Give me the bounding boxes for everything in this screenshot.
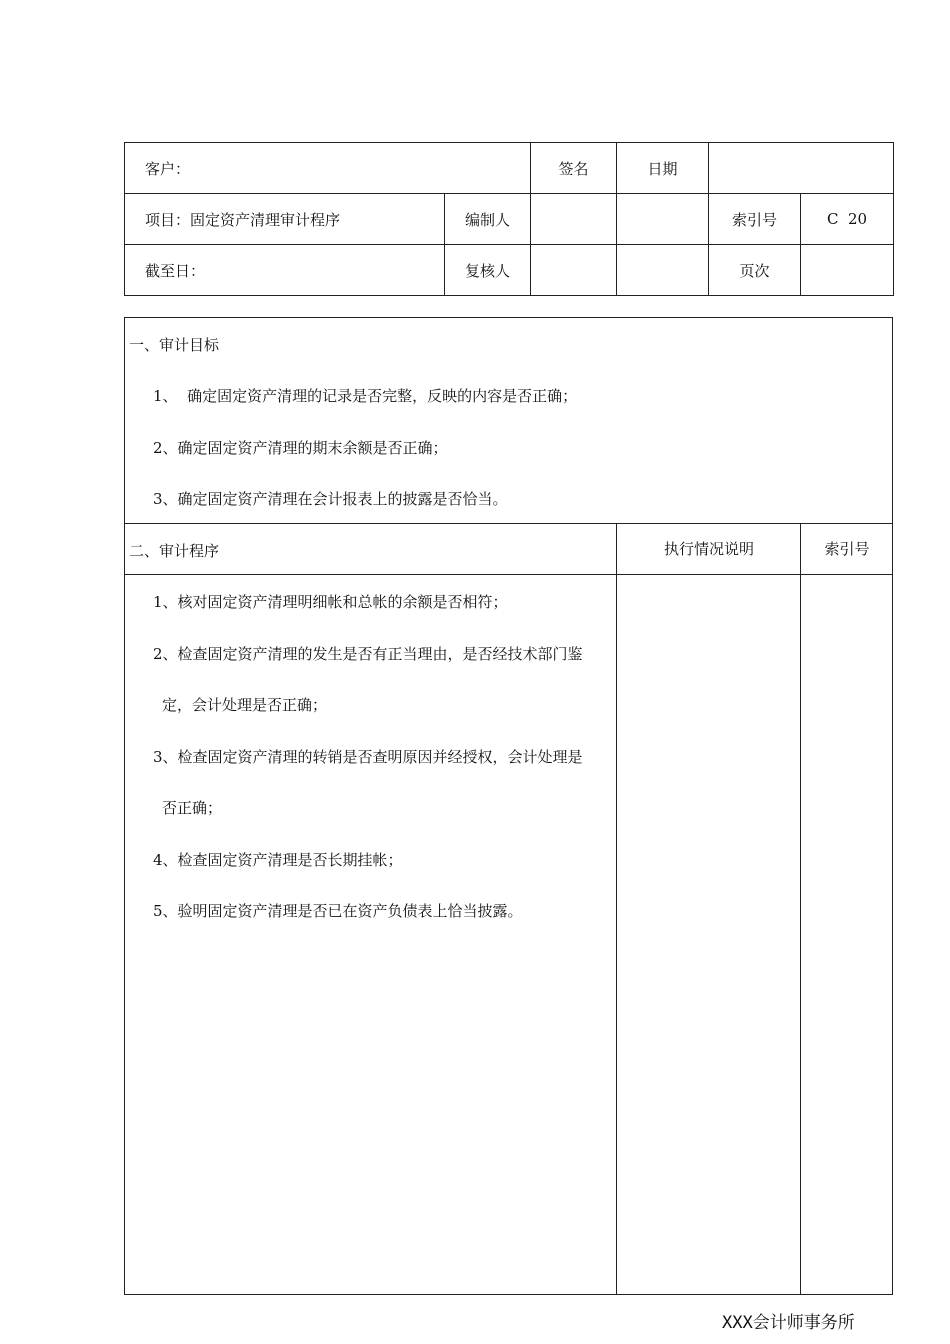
sign-label: 签名 — [531, 143, 617, 194]
procedure-line: 5、验明固定资产清理是否已在资产负债表上恰当披露。 — [153, 902, 523, 920]
header-blank-cell — [709, 143, 894, 194]
reviewer-date-cell — [617, 245, 709, 296]
column-divider — [800, 524, 801, 1294]
preparer-label: 编制人 — [445, 194, 531, 245]
reviewer-label: 复核人 — [445, 245, 531, 296]
client-label: 客户： — [125, 143, 531, 194]
index-column-header: 索引号 — [824, 540, 870, 558]
execution-column-header: 执行情况说明 — [663, 540, 754, 558]
procedure-line: 定，会计处理是否正确； — [162, 696, 328, 714]
objective-item: 3、确定固定资产清理在会计报表上的披露是否恰当。 — [153, 490, 508, 508]
procedure-line: 1、核对固定资产清理明细帐和总帐的余额是否相符； — [153, 593, 508, 611]
project-label: 项目：固定资产清理审计程序 — [125, 194, 445, 245]
preparer-sign-cell — [531, 194, 617, 245]
header-table — [124, 142, 894, 296]
objectives-title: 一、审计目标 — [129, 336, 220, 354]
preparer-date-cell — [617, 194, 709, 245]
firm-name: XXX会计师事务所 — [722, 1313, 855, 1333]
procedures-header-row — [125, 524, 892, 575]
index-label: 索引号 — [709, 194, 801, 245]
audit-body-box — [124, 317, 893, 1295]
column-divider — [616, 524, 617, 1294]
cutoff-label: 截至日： — [125, 245, 445, 296]
index-value: C 20 — [801, 194, 894, 245]
procedure-line: 否正确； — [162, 799, 223, 817]
objective-item: 1、 确定固定资产清理的记录是否完整，反映的内容是否正确； — [153, 387, 578, 405]
page-label: 页次 — [709, 245, 801, 296]
procedure-line: 2、检查固定资产清理的发生是否有正当理由，是否经技术部门鉴 — [153, 645, 583, 663]
reviewer-sign-cell — [531, 245, 617, 296]
objectives-section — [125, 318, 892, 524]
procedures-title: 二、审计程序 — [129, 542, 220, 560]
page-value-cell — [801, 245, 894, 296]
procedure-line: 3、检查固定资产清理的转销是否查明原因并经授权，会计处理是 — [153, 748, 583, 766]
procedure-line: 4、检查固定资产清理是否长期挂帐； — [153, 851, 403, 869]
date-label: 日期 — [617, 143, 709, 194]
objective-item: 2、确定固定资产清理的期末余额是否正确； — [153, 439, 448, 457]
